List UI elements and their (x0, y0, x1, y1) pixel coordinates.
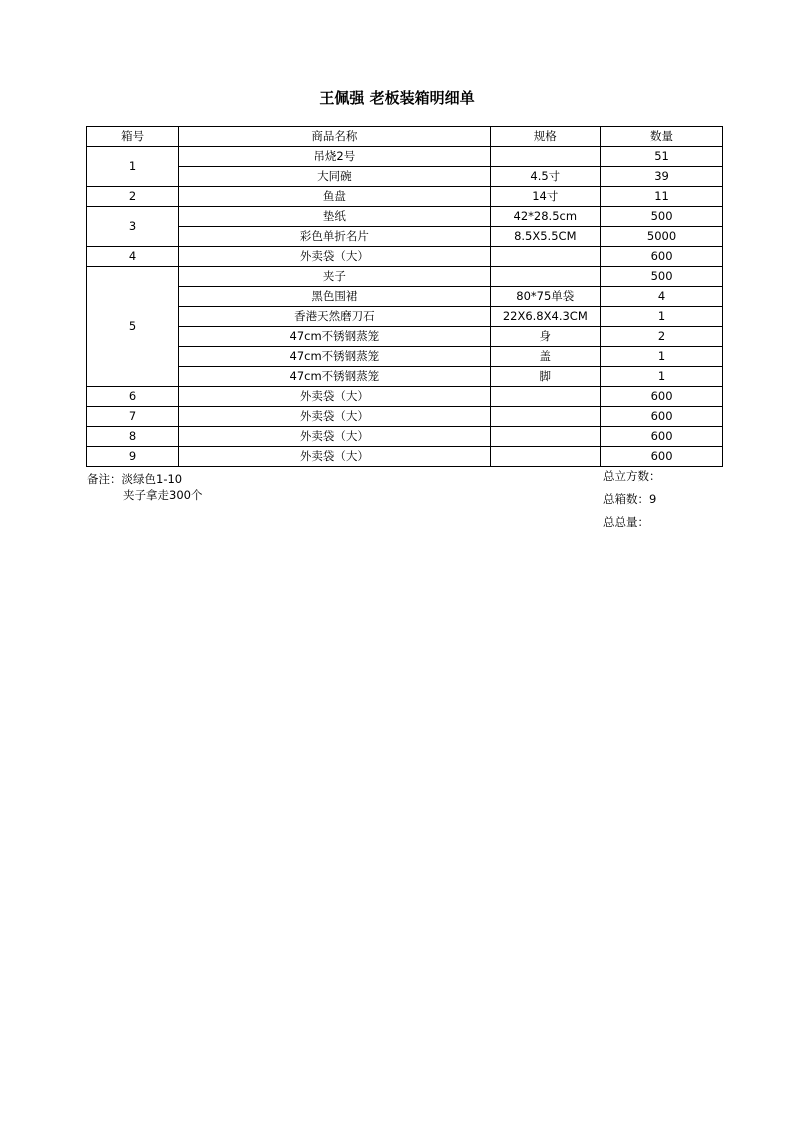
cell-product-name: 外卖袋（大） (179, 387, 490, 407)
cell-spec (490, 267, 601, 287)
cell-box-no: 2 (87, 187, 179, 207)
summary (603, 468, 661, 537)
cell-product-name: 大同碗 (179, 167, 490, 187)
cell-product-name: 外卖袋（大） (179, 407, 490, 427)
cell-quantity: 600 (601, 387, 723, 407)
table-row (87, 427, 723, 447)
cell-quantity: 600 (601, 407, 723, 427)
table-row (87, 207, 723, 227)
table-row (87, 367, 723, 387)
header-product-name: 商品名称 (179, 127, 490, 147)
header-quantity: 数量 (601, 127, 723, 147)
cell-quantity: 51 (601, 147, 723, 167)
cell-spec: 8.5X5.5CM (490, 227, 601, 247)
cell-spec: 42*28.5cm (490, 207, 601, 227)
cell-box-no: 6 (87, 387, 179, 407)
header-box-no: 箱号 (87, 127, 179, 147)
cell-spec: 身 (490, 327, 601, 347)
cell-product-name: 夹子 (179, 267, 490, 287)
cell-spec: 14寸 (490, 187, 601, 207)
cell-product-name: 香港天然磨刀石 (179, 307, 490, 327)
notes (87, 471, 202, 503)
notes-line: 夹子拿走300个 (123, 488, 203, 502)
cell-quantity: 39 (601, 167, 723, 187)
cell-product-name: 47cm不锈钢蒸笼 (179, 347, 490, 367)
cell-product-name: 鱼盘 (179, 187, 490, 207)
table-row (87, 447, 723, 467)
cell-box-no: 8 (87, 427, 179, 447)
cell-product-name: 彩色单折名片 (179, 227, 490, 247)
cell-quantity: 1 (601, 347, 723, 367)
cell-spec: 盖 (490, 347, 601, 367)
table-body (87, 147, 723, 467)
cell-quantity: 1 (601, 307, 723, 327)
total-weight: 总总量： (603, 515, 649, 529)
cell-product-name: 黑色围裙 (179, 287, 490, 307)
notes-line: 淡绿色1-10 (121, 472, 183, 486)
table-row (87, 387, 723, 407)
cell-spec (490, 447, 601, 467)
cell-quantity: 600 (601, 247, 723, 267)
cell-spec (490, 407, 601, 427)
document-title: 王佩强 老板装箱明细单 (319, 89, 475, 107)
cell-spec (490, 427, 601, 447)
cell-box-no: 3 (87, 207, 179, 247)
table-row (87, 267, 723, 287)
table-row (87, 327, 723, 347)
cell-spec: 脚 (490, 367, 601, 387)
notes-label: 备注： (87, 472, 122, 486)
cell-quantity: 11 (601, 187, 723, 207)
cell-product-name: 外卖袋（大） (179, 247, 490, 267)
cell-spec: 22X6.8X4.3CM (490, 307, 601, 327)
cell-box-no: 9 (87, 447, 179, 467)
table-row (87, 307, 723, 327)
table-row (87, 247, 723, 267)
cell-spec: 4.5寸 (490, 167, 601, 187)
table-row (87, 347, 723, 367)
table-row (87, 227, 723, 247)
cell-box-no: 5 (87, 267, 179, 387)
cell-box-no: 7 (87, 407, 179, 427)
cell-quantity: 500 (601, 207, 723, 227)
table-row (87, 147, 723, 167)
cell-product-name: 47cm不锈钢蒸笼 (179, 327, 490, 347)
total-volume: 总立方数： (603, 469, 661, 483)
cell-spec (490, 247, 601, 267)
total-boxes: 总箱数：9 (603, 492, 657, 506)
cell-quantity: 1 (601, 367, 723, 387)
cell-spec (490, 147, 601, 167)
cell-quantity: 5000 (601, 227, 723, 247)
table-row (87, 287, 723, 307)
packing-list-table (86, 126, 723, 467)
table-row (87, 187, 723, 207)
cell-spec (490, 387, 601, 407)
table-row (87, 407, 723, 427)
cell-product-name: 垫纸 (179, 207, 490, 227)
cell-box-no: 4 (87, 247, 179, 267)
cell-product-name: 47cm不锈钢蒸笼 (179, 367, 490, 387)
cell-box-no: 1 (87, 147, 179, 187)
table-row (87, 167, 723, 187)
cell-product-name: 外卖袋（大） (179, 447, 490, 467)
header-spec: 规格 (490, 127, 601, 147)
cell-product-name: 外卖袋（大） (179, 427, 490, 447)
cell-quantity: 2 (601, 327, 723, 347)
cell-quantity: 500 (601, 267, 723, 287)
cell-quantity: 4 (601, 287, 723, 307)
cell-quantity: 600 (601, 447, 723, 467)
cell-product-name: 吊烧2号 (179, 147, 490, 167)
cell-spec: 80*75单袋 (490, 287, 601, 307)
table-header-row (87, 127, 723, 147)
cell-quantity: 600 (601, 427, 723, 447)
